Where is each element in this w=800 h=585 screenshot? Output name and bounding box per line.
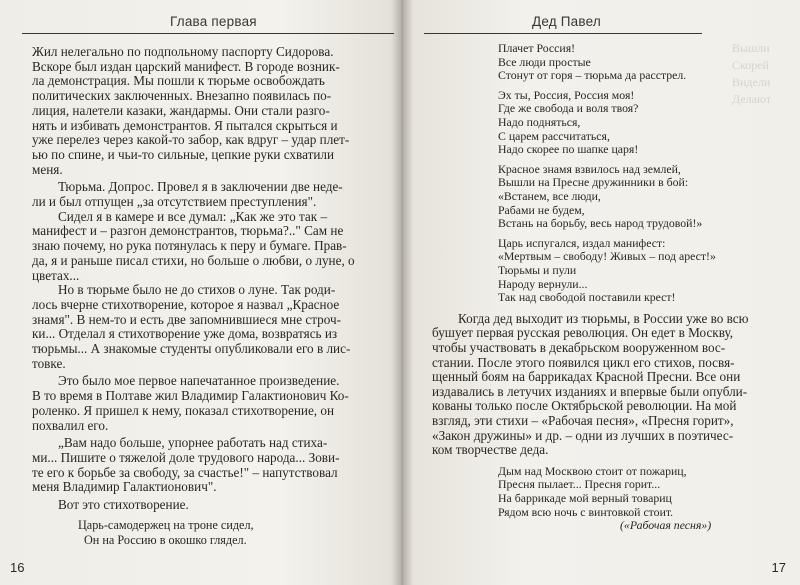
text-line: взгляд, эти стихи – «Рабочая песня», «Пресня горит», xyxy=(432,413,734,428)
text-line: политических заключенных. Внезапно появилась по- xyxy=(32,88,332,104)
verse-line: Царь испугался, издал манифест: xyxy=(498,235,666,250)
text-line: Тюрьма. Допрос. Провел я в заключении две неде- xyxy=(58,179,343,195)
text-line: ки... Отделал я стихотворение уже дома, возвратясь из xyxy=(32,326,338,342)
verse-line: Он на Россию в окошко глядел. xyxy=(84,532,247,547)
right-page xyxy=(402,0,800,585)
text-line: тюрьмы... А знакомые студенты опубликовали его в лис- xyxy=(32,341,351,356)
verse-line: Рабами не будем, xyxy=(498,202,585,217)
text-line: похвалил его. xyxy=(32,417,109,433)
page-number: 17 xyxy=(771,560,786,575)
verse-line: Эх ты, Россия, Россия моя! xyxy=(498,87,635,102)
text-line: знамя". В нем-то и есть две запомнившиеся мне строч- xyxy=(32,311,341,327)
verse-line: Рядом всю ночь с винтовкой стоит. xyxy=(498,504,674,519)
text-line: нять и избивать демонстрантов. Я пытался скрыться и xyxy=(32,117,338,133)
page-number: 16 xyxy=(10,560,25,575)
text-line: лось вчерне стихотворение, которое я назвал „Красное xyxy=(32,296,340,312)
text-line: «Закон дружины» и др. – одни из лучших в поэтичес- xyxy=(432,427,734,443)
text-line: знаю почему, но рука потянулась к перу и бумаге. Прав- xyxy=(32,238,347,254)
verse-line: Где же свобода и воля твоя? xyxy=(498,101,639,116)
running-head: Дед Павел xyxy=(532,14,601,29)
text-line: Сидел я в камере и все думал: „Как же это так – xyxy=(58,208,328,224)
verse-line: С царем рассчитаться, xyxy=(498,128,610,143)
text-line: манифест и – разгон демонстрантов, тюрьма?.." Сам не xyxy=(32,223,344,239)
verse-line: Так над свободой поставили крест! xyxy=(498,290,676,305)
verse-line: «Встанем, все люди, xyxy=(498,189,601,203)
text-line: чтобы участвовать в декабрьском вооруженном вос- xyxy=(432,340,726,355)
text-line: ла демонстрация. Мы пошли к тюрьме освобождать xyxy=(32,73,325,89)
verse-line: Стонут от горя – тюрьма да расстрел. xyxy=(498,68,687,83)
text-line: уже перелез через какой-то забор, как вдруг – удар плет- xyxy=(32,132,350,148)
text-line: Жил нелегально по подпольному паспорту Сидорова. xyxy=(32,44,334,59)
text-line: да, я и раньше писал стихи, но больше о любви, о луне, о xyxy=(32,252,355,268)
text-line: „Вам надо больше, упорнее работать над стиха- xyxy=(58,435,328,451)
text-line: те его к борьбе за свободу, за счастье!" – напутствовал xyxy=(32,464,338,480)
text-line: щенный боям на баррикадах Красной Пресни. Все они xyxy=(432,369,741,385)
verse-line: «Мертвым – свободу! Живых – под арест!» xyxy=(498,249,716,264)
text-line: ми... Пишите о тяжелой доле трудового народа... Зови- xyxy=(32,449,340,465)
text-line: ью по спине, и чьи-то сильные, цепкие руки схватили xyxy=(32,146,335,162)
text-line: Вот это стихотворение. xyxy=(58,497,189,512)
verse-line: Дым над Москвою стоит от пожариц, xyxy=(498,463,687,478)
verse-line: Надо подняться, xyxy=(498,115,581,129)
text-line: цветах... xyxy=(32,267,80,283)
verse-line: Красное знамя взвилось над землей, xyxy=(498,161,681,176)
text-line: товке. xyxy=(32,355,66,371)
text-line: Когда дед выходит из тюрьмы, в России уже во всю xyxy=(458,310,749,326)
verse-line: Встань на борьбу, весь народ трудовой!» xyxy=(498,216,703,231)
text-line: лиция, налетели казаки, жандармы. Они стали разго- xyxy=(32,102,330,118)
text-line: стании. После этого появился цикл его стихов, посвя- xyxy=(432,354,735,370)
text-line: ли и был отпущен „за отсутствием преступления". xyxy=(32,194,317,209)
verse-line: Тюрьмы и пули xyxy=(498,263,577,277)
text-line: Но в тюрьме было не до стихов о луне. Так роди- xyxy=(58,282,336,298)
text-line: роленко. Я пришел к нему, показал стихотворение, он xyxy=(32,402,335,418)
verse-line: Все люди простые xyxy=(498,54,591,69)
text-line: Это было мое первое напечатанное произведение. xyxy=(58,373,340,389)
text-line: издавались в летучих изданиях и впервые были опубли- xyxy=(432,383,748,399)
verse-line: Царь-самодержец на троне сидел, xyxy=(78,517,254,532)
text-line: ком творчестве деда. xyxy=(432,442,549,458)
running-head: Глава первая xyxy=(170,14,257,29)
text-line: В то время в Полтаве жил Владимир Галактионович Ко- xyxy=(32,388,349,404)
verse-line: Плачет Россия! xyxy=(498,41,576,55)
header-rule xyxy=(424,33,702,34)
header-rule xyxy=(22,33,394,34)
book-gutter xyxy=(392,0,412,585)
verse-line: Вышли на Пресне дружинники в бой: xyxy=(498,175,689,190)
verse-line: На баррикаде мой верный товариц xyxy=(498,491,672,505)
show-through-text: Вышли Скорей Видели Делают xyxy=(732,41,772,106)
verse-source: («Рабочая песня») xyxy=(620,518,712,533)
text-line: Вскоре был издан царский манифест. В городе возник- xyxy=(32,58,340,74)
text-line: кованы только после Октябрьской революции. На мой xyxy=(432,398,737,414)
text-line: меня. xyxy=(32,161,63,177)
text-line: бушует первая русская революция. Он едет в Москву, xyxy=(432,325,734,341)
verse-line: Надо скорее по шапке царя! xyxy=(498,142,639,157)
verse-line: Народу вернули... xyxy=(498,276,588,291)
verse-line: Пресня пылает... Пресня горит... xyxy=(498,477,661,492)
text-line: меня Владимир Галактионович". xyxy=(32,479,217,495)
